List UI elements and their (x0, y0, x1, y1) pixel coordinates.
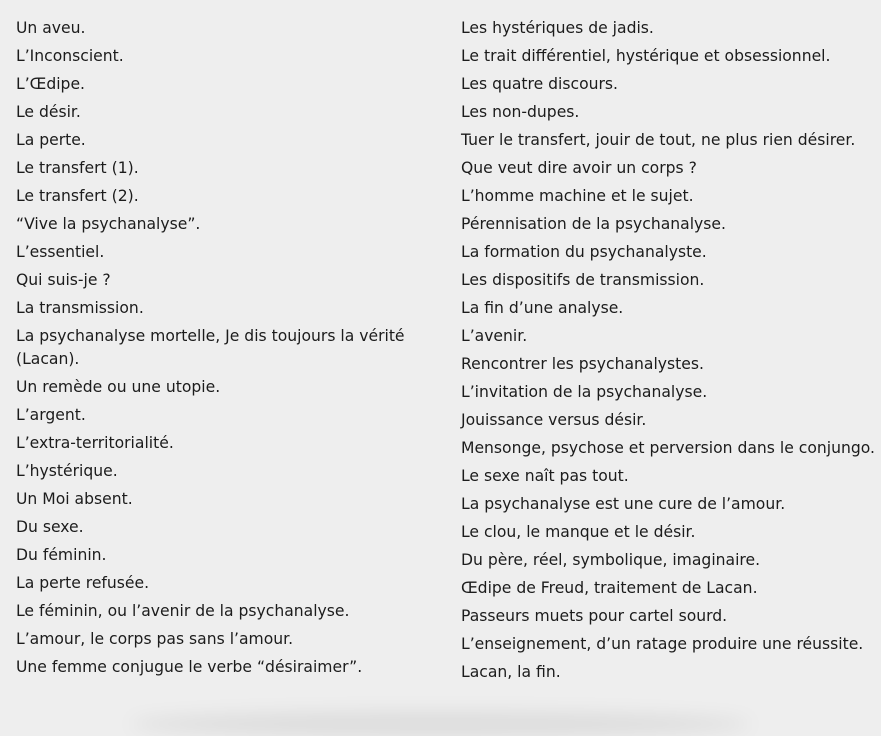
toc-item: L’invitation de la psychanalyse. (461, 383, 708, 401)
toc-item: L’Inconscient. (16, 47, 124, 65)
toc-item: Du père, réel, symbolique, imaginaire. (461, 551, 761, 569)
toc-item: La perte refusée. (16, 574, 150, 592)
toc-item: L’amour, le corps pas sans l’amour. (16, 630, 294, 648)
toc-item: Du féminin. (16, 546, 107, 564)
toc-item: Le sexe naît pas tout. (461, 467, 629, 485)
toc-item: La transmission. (16, 299, 144, 317)
toc-item: Mensonge, psychose et perversion dans le conjungo. (461, 439, 875, 457)
toc-item: Le transfert (2). (16, 187, 139, 205)
toc-item: La psychanalyse est une cure de l’amour. (461, 495, 786, 513)
toc-item: Un remède ou une utopie. (16, 378, 221, 396)
toc-item: L’avenir. (461, 327, 528, 345)
toc-item: L’extra-territorialité. (16, 434, 174, 452)
toc-item: Les quatre discours. (461, 75, 619, 93)
toc-item: Un Moi absent. (16, 490, 133, 508)
toc-item: Œdipe de Freud, traitement de Lacan. (461, 579, 758, 597)
toc-item: Le trait différentiel, hystérique et obsessionnel. (461, 47, 831, 65)
toc-item: La formation du psychanalyste. (461, 243, 707, 261)
toc-item: Rencontrer les psychanalystes. (461, 355, 704, 373)
toc-item: L’hystérique. (16, 462, 118, 480)
toc-item: Tuer le transfert, jouir de tout, ne plus rien désirer. (461, 131, 856, 149)
toc-item: La fin d’une analyse. (461, 299, 624, 317)
toc-item: Pérennisation de la psychanalyse. (461, 215, 726, 233)
toc-item: Du sexe. (16, 518, 84, 536)
toc-item: Les non-dupes. (461, 103, 580, 121)
toc-item: La psychanalyse mortelle, Je dis toujours la vérité (Lacan). (16, 327, 405, 368)
toc-item: Les hystériques de jadis. (461, 19, 654, 37)
toc-right-column (461, 17, 877, 689)
toc-item: Une femme conjugue le verbe “désiraimer”. (16, 658, 363, 676)
toc-item: L’enseignement, d’un ratage produire une réussite. (461, 635, 864, 653)
page-shadow (130, 712, 751, 736)
toc-item: Un aveu. (16, 19, 86, 37)
toc-item: L’Œdipe. (16, 75, 86, 93)
toc-item: Qui suis-je ? (16, 271, 111, 289)
toc-item: Les dispositifs de transmission. (461, 271, 705, 289)
toc-item: Passeurs muets pour cartel sourd. (461, 607, 728, 625)
toc-item: La perte. (16, 131, 86, 149)
toc-item: Le transfert (1). (16, 159, 139, 177)
toc-item: “Vive la psychanalyse”. (16, 215, 201, 233)
toc-item: Lacan, la fin. (461, 663, 561, 681)
toc-item: Jouissance versus désir. (461, 411, 647, 429)
toc-item: L’essentiel. (16, 243, 105, 261)
toc-item: Que veut dire avoir un corps ? (461, 159, 697, 177)
toc-item: Le clou, le manque et le désir. (461, 523, 696, 541)
toc-left-column (16, 17, 428, 684)
toc-item: L’homme machine et le sujet. (461, 187, 694, 205)
toc-item: L’argent. (16, 406, 86, 424)
toc-item: Le féminin, ou l’avenir de la psychanalyse. (16, 602, 350, 620)
toc-item: Le désir. (16, 103, 81, 121)
